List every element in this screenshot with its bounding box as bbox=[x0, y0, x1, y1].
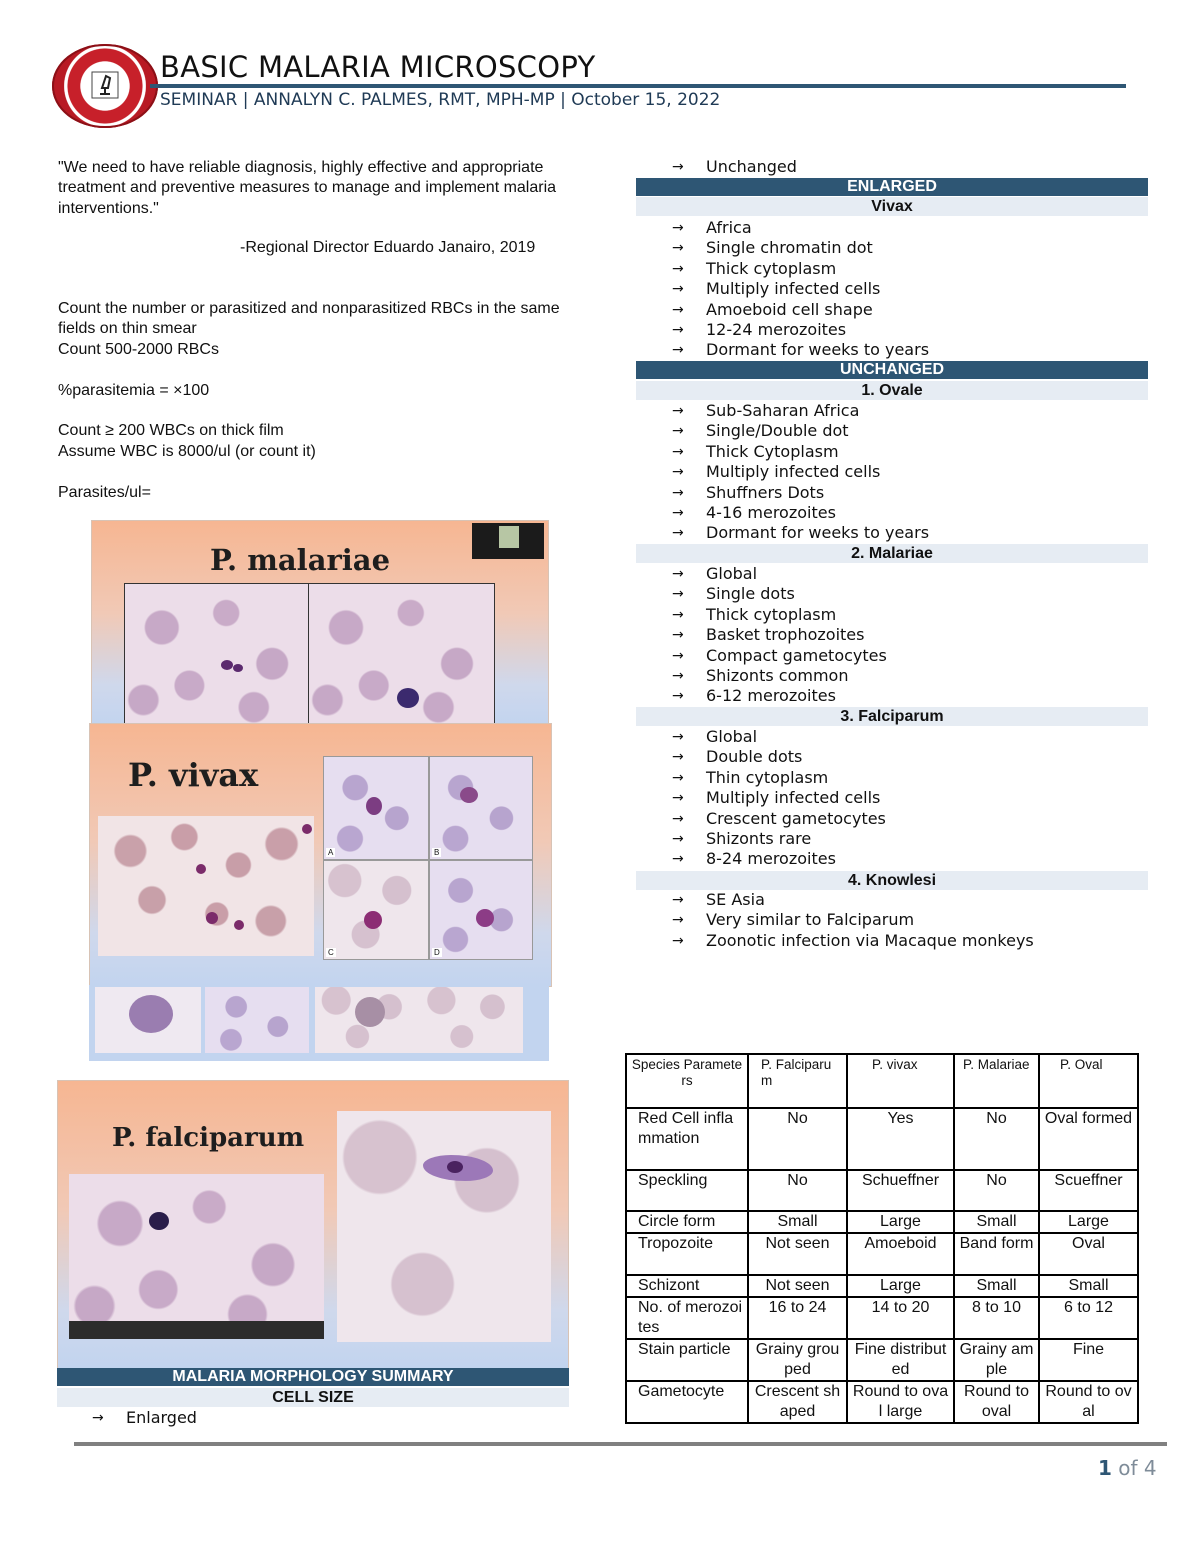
slide-p-vivax bbox=[89, 723, 552, 987]
micrograph-strip bbox=[89, 985, 549, 1061]
vivax-heading: Vivax bbox=[636, 197, 1148, 216]
table-cell: Schueffner bbox=[847, 1170, 954, 1211]
list-item: → Multiply infected cells bbox=[634, 462, 1144, 482]
list-item: → Shizonts common bbox=[634, 666, 1144, 686]
table-cell: Round to oval large bbox=[847, 1381, 954, 1423]
table-cell: Crescent shaped bbox=[748, 1381, 847, 1423]
instruction-line: Count ≥ 200 WBCs on thick film bbox=[58, 422, 284, 440]
micrograph bbox=[308, 583, 495, 727]
page-indicator bbox=[1098, 1456, 1157, 1480]
micrograph bbox=[429, 860, 533, 960]
list-item: → Dormant for weeks to years bbox=[634, 523, 1144, 543]
ovale-features bbox=[634, 401, 1144, 544]
list-item: → Multiply infected cells bbox=[634, 788, 1144, 808]
table-cell: Fine distributed bbox=[847, 1339, 954, 1381]
list-item: → Shuffners Dots bbox=[634, 483, 1144, 503]
formula-line: Parasites/ul= bbox=[58, 483, 151, 501]
table-cell: 6 to 12 bbox=[1039, 1297, 1138, 1339]
table-cell: Small bbox=[954, 1211, 1039, 1233]
table-cell: Not seen bbox=[748, 1275, 847, 1297]
column-header: P. Falciparum bbox=[748, 1054, 847, 1108]
table-cell: Amoeboid bbox=[847, 1233, 954, 1275]
micrograph bbox=[323, 756, 429, 860]
table-row bbox=[626, 1233, 1138, 1275]
page-total: of 4 bbox=[1118, 1456, 1157, 1480]
list-item: → Shizonts rare bbox=[634, 829, 1144, 849]
table-row bbox=[626, 1275, 1138, 1297]
list-item: → Thick cytoplasm bbox=[634, 259, 1144, 279]
table-cell: Round to oval bbox=[954, 1381, 1039, 1423]
list-item: → Africa bbox=[634, 218, 1144, 238]
list-item: → Zoonotic infection via Macaque monkeys bbox=[634, 931, 1144, 951]
list-item: → 4-16 merozoites bbox=[634, 503, 1144, 523]
table-row bbox=[626, 1211, 1138, 1233]
row-header: Speckling bbox=[626, 1170, 748, 1211]
list-item: → Crescent gametocytes bbox=[634, 809, 1144, 829]
micrograph bbox=[69, 1174, 324, 1339]
table-cell: Yes bbox=[847, 1108, 954, 1170]
row-header: Circle form bbox=[626, 1211, 748, 1233]
list-item: → Compact gametocytes bbox=[634, 646, 1144, 666]
panel-label: C bbox=[328, 948, 334, 957]
table-cell: Round to oval bbox=[1039, 1381, 1138, 1423]
list-item: → Global bbox=[634, 564, 1144, 584]
micrograph bbox=[95, 987, 201, 1053]
micrograph bbox=[205, 987, 309, 1053]
table-cell: Large bbox=[1039, 1211, 1138, 1233]
micrograph bbox=[124, 583, 310, 727]
table-cell: No bbox=[954, 1170, 1039, 1211]
column-header: P. vivax bbox=[847, 1054, 954, 1108]
row-header: Red Cell inflammation bbox=[626, 1108, 748, 1170]
table-header-row bbox=[626, 1054, 1138, 1108]
table-cell: Grainy ample bbox=[954, 1339, 1039, 1381]
unchanged-top-list bbox=[634, 157, 1144, 177]
table-cell: 8 to 10 bbox=[954, 1297, 1039, 1339]
video-thumbnail bbox=[472, 523, 544, 559]
malariae-features bbox=[634, 564, 1144, 707]
malariae-heading: 2. Malariae bbox=[636, 544, 1148, 563]
table-cell: Large bbox=[847, 1211, 954, 1233]
table-row bbox=[626, 1297, 1138, 1339]
row-header: No. of merozoites bbox=[626, 1297, 748, 1339]
list-item: → Single dots bbox=[634, 584, 1144, 604]
header-rule bbox=[150, 84, 1126, 88]
table-cell: Band form bbox=[954, 1233, 1039, 1275]
list-item: → Enlarged bbox=[54, 1408, 554, 1428]
list-item: → Basket trophozoites bbox=[634, 625, 1144, 645]
table-row bbox=[626, 1108, 1138, 1170]
column-header: P. Malariae bbox=[954, 1054, 1039, 1108]
ovale-heading: 1. Ovale bbox=[636, 381, 1148, 400]
instruction-line: Count 500-2000 RBCs bbox=[58, 340, 219, 358]
table-cell: Scueffner bbox=[1039, 1170, 1138, 1211]
footer-rule bbox=[74, 1442, 1167, 1446]
micrograph bbox=[315, 987, 421, 1053]
falciparum-features bbox=[634, 727, 1144, 870]
list-item: → 6-12 merozoites bbox=[634, 686, 1144, 706]
table-cell: 14 to 20 bbox=[847, 1297, 954, 1339]
table-cell: Small bbox=[1039, 1275, 1138, 1297]
micrograph bbox=[337, 1111, 551, 1342]
quote-text: "We need to have reliable diagnosis, highly effective and appropriate treatment and preventive measures to manage and implement malaria interventions." bbox=[58, 159, 557, 217]
list-item: → Multiply infected cells bbox=[634, 279, 1144, 299]
table-cell: Large bbox=[847, 1275, 954, 1297]
microscope-icon bbox=[88, 68, 122, 102]
slide-p-falciparum bbox=[57, 1080, 569, 1369]
knowlesi-features bbox=[634, 890, 1144, 951]
list-item: → Dormant for weeks to years bbox=[634, 340, 1144, 360]
document-subtitle: SEMINAR | ANNALYN C. PALMES, RMT, MPH-MP | October 15, 2022 bbox=[160, 90, 721, 110]
table-row bbox=[626, 1381, 1138, 1423]
table-cell: No bbox=[954, 1108, 1039, 1170]
panel-label: B bbox=[434, 848, 440, 857]
list-item: → Double dots bbox=[634, 747, 1144, 767]
list-item: → Thick Cytoplasm bbox=[634, 442, 1144, 462]
row-header: Gametocyte bbox=[626, 1381, 748, 1423]
column-header: Species Parameters bbox=[626, 1054, 748, 1108]
panel-label: A bbox=[328, 848, 334, 857]
list-item: → Sub-Saharan Africa bbox=[634, 401, 1144, 421]
slide-title: P. falciparum bbox=[112, 1123, 305, 1153]
list-item: → Single chromatin dot bbox=[634, 238, 1144, 258]
table-cell: Small bbox=[954, 1275, 1039, 1297]
list-item: → Very similar to Falciparum bbox=[634, 910, 1144, 930]
list-item: → SE Asia bbox=[634, 890, 1144, 910]
knowlesi-heading: 4. Knowlesi bbox=[636, 871, 1148, 890]
list-item: → Global bbox=[634, 727, 1144, 747]
parasitemia-instructions bbox=[58, 299, 588, 503]
list-item: → Unchanged bbox=[634, 157, 1144, 177]
list-item: → Thick cytoplasm bbox=[634, 605, 1144, 625]
document-title: BASIC MALARIA MICROSCOPY bbox=[160, 50, 596, 84]
column-header: P. Oval bbox=[1039, 1054, 1138, 1108]
list-item: → 12-24 merozoites bbox=[634, 320, 1144, 340]
table-cell: No bbox=[748, 1108, 847, 1170]
slide-title: P. vivax bbox=[128, 756, 259, 794]
cell-size-heading: CELL SIZE bbox=[57, 1388, 569, 1407]
row-header: Tropozoite bbox=[626, 1233, 748, 1275]
micrograph bbox=[429, 756, 533, 860]
summary-heading: MALARIA MORPHOLOGY SUMMARY bbox=[57, 1368, 569, 1386]
formula-line: %parasitemia = ×100 bbox=[58, 381, 210, 399]
table-cell: Oval bbox=[1039, 1233, 1138, 1275]
slide-title: P. malariae bbox=[210, 543, 391, 577]
unchanged-heading: UNCHANGED bbox=[636, 361, 1148, 379]
row-header: Stain particle bbox=[626, 1339, 748, 1381]
table-row bbox=[626, 1339, 1138, 1381]
micrograph bbox=[323, 860, 429, 960]
panel-label: D bbox=[434, 948, 440, 957]
table-cell: Oval formed bbox=[1039, 1108, 1138, 1170]
list-item: → 8-24 merozoites bbox=[634, 849, 1144, 869]
table-cell: Fine bbox=[1039, 1339, 1138, 1381]
falciparum-heading: 3. Falciparum bbox=[636, 707, 1148, 726]
instruction-line bbox=[58, 360, 588, 380]
row-header: Schizont bbox=[626, 1275, 748, 1297]
list-item: → Single/Double dot bbox=[634, 421, 1144, 441]
instruction-line: Assume WBC is 8000/ul (or count it) bbox=[58, 442, 316, 460]
cell-size-list bbox=[54, 1408, 554, 1428]
list-item: → Amoeboid cell shape bbox=[634, 300, 1144, 320]
vivax-features bbox=[634, 218, 1144, 361]
species-comparison-table bbox=[625, 1053, 1139, 1424]
institution-logo bbox=[52, 44, 158, 128]
table-row bbox=[626, 1170, 1138, 1211]
instruction-line bbox=[58, 401, 588, 421]
table-cell: Grainy grouped bbox=[748, 1339, 847, 1381]
table-cell: Small bbox=[748, 1211, 847, 1233]
micrograph bbox=[421, 987, 523, 1053]
enlarged-heading: ENLARGED bbox=[636, 178, 1148, 196]
current-page: 1 bbox=[1098, 1456, 1112, 1480]
table-cell: No bbox=[748, 1170, 847, 1211]
instruction-line: Count the number or parasitized and nonparasitized RBCs in the same fields on thin smear bbox=[58, 300, 560, 338]
slide-p-malariae bbox=[91, 520, 549, 727]
table-cell: Not seen bbox=[748, 1233, 847, 1275]
instruction-line bbox=[58, 462, 588, 482]
quote-attribution: -Regional Director Eduardo Janairo, 2019 bbox=[240, 239, 536, 256]
micrograph bbox=[98, 816, 314, 956]
table-cell: 16 to 24 bbox=[748, 1297, 847, 1339]
list-item: → Thin cytoplasm bbox=[634, 768, 1144, 788]
